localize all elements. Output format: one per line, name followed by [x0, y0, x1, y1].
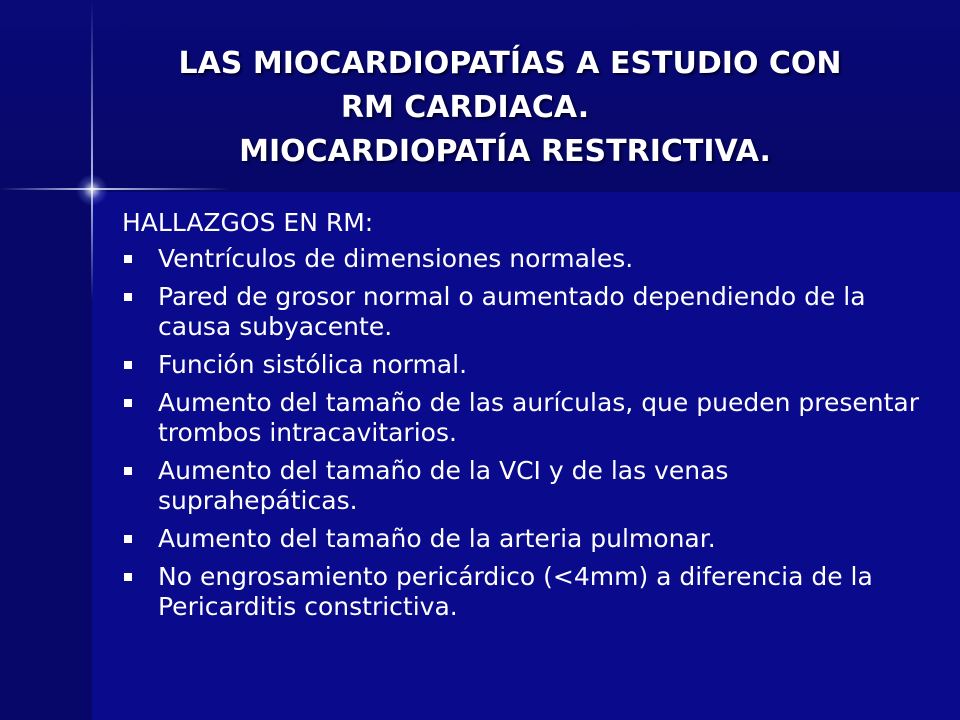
- list-item: [122, 244, 922, 274]
- list-item-text: Función sistólica normal.: [158, 350, 468, 379]
- square-bullet-icon: [124, 573, 132, 581]
- list-item-text: Aumento del tamaño de la VCI y de las venas suprahepáticas.: [158, 456, 729, 515]
- list-item: [122, 350, 922, 380]
- list-item: [122, 524, 922, 554]
- title-line-3: MIOCARDIOPATÍA RESTRICTIVA.: [239, 134, 771, 169]
- square-bullet-icon: [124, 255, 132, 263]
- square-bullet-icon: [124, 399, 132, 407]
- list-item: [122, 456, 922, 516]
- square-bullet-icon: [124, 467, 132, 475]
- square-bullet-icon: [124, 293, 132, 301]
- findings-list: [122, 244, 922, 622]
- list-item: [122, 562, 922, 622]
- slide-body: [122, 208, 922, 630]
- findings-heading: HALLAZGOS EN RM:: [122, 208, 374, 237]
- list-item: [122, 282, 922, 342]
- list-item-text: Ventrículos de dimensiones normales.: [158, 244, 634, 273]
- list-item-text: Aumento del tamaño de la arteria pulmonar.: [158, 524, 716, 553]
- square-bullet-icon: [124, 535, 132, 543]
- slide-title: [100, 42, 920, 174]
- title-line-1: LAS MIOCARDIOPATÍAS A ESTUDIO CON: [178, 46, 842, 81]
- list-item-text: Aumento del tamaño de las aurículas, que pueden presentar trombos intracavitarios.: [158, 388, 919, 447]
- list-item-text: No engrosamiento pericárdico (<4mm) a diferencia de la Pericarditis constrictiva.: [158, 562, 873, 621]
- list-item-text: Pared de grosor normal o aumentado dependiendo de la causa subyacente.: [158, 282, 866, 341]
- sparkle-dot-icon: [76, 174, 108, 206]
- sparkle-line-icon: [0, 188, 230, 190]
- title-line-2: RM CARDIACA.: [340, 90, 590, 125]
- list-item: [122, 388, 922, 448]
- square-bullet-icon: [124, 361, 132, 369]
